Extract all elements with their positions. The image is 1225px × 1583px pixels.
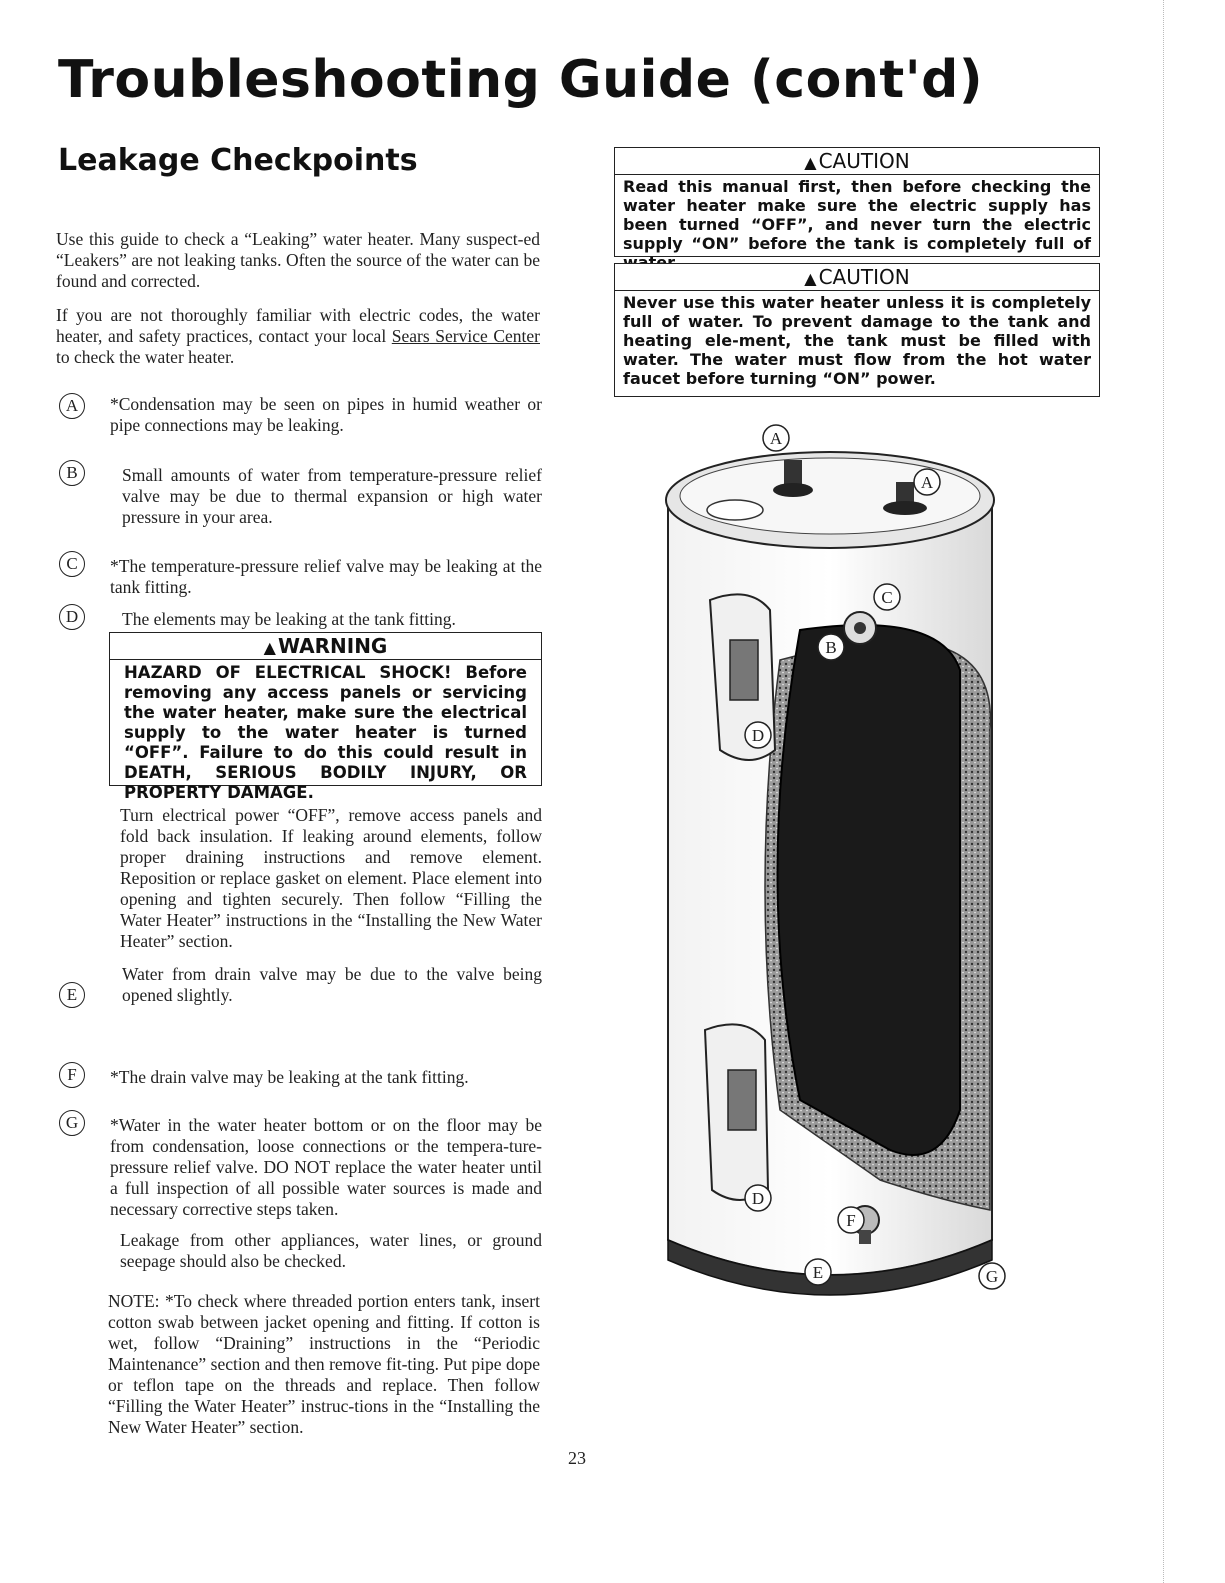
familiar-paragraph — [56, 305, 540, 368]
element-instructions: Turn electrical power “OFF”, remove access panels and fold back insulation. If leaking around elements, follow proper draining instructions and remove element. Reposition or replace gasket on element. Place element into opening and tighten securely. Then follow “Filling the Water Heater” instructions in the “Installing the New Water Heater” section. — [120, 805, 542, 951]
page-edge — [1163, 0, 1165, 1583]
checkpoint-g-text: *Water in the water heater bottom or on the floor may be from condensation, loose connections or the tempera-ture-pressure relief valve. DO NOT replace the water heater until a full inspection of all possible water sources is made and necessary corrective steps taken. — [110, 1115, 542, 1219]
marker-f: F — [59, 1062, 85, 1088]
label-a-top: A — [769, 429, 783, 448]
inner-tank — [778, 625, 961, 1155]
label-d-lower: D — [751, 1189, 765, 1208]
checkpoint-d-text: The elements may be leaking at the tank fitting. — [122, 609, 456, 629]
caution-1-title: CAUTION — [818, 149, 910, 173]
marker-b: B — [59, 460, 85, 486]
caution-1-triangle-icon: ▲ — [804, 153, 817, 172]
caution-1-header — [615, 148, 1099, 175]
caution-2-title: CAUTION — [818, 265, 910, 289]
note-paragraph: NOTE: *To check where threaded portion enters tank, insert cotton swab between jacket opening and fitting. If cotton is wet, follow “Draining” instructions in the “Periodic Maintenance” section and then remove fit-ting. Put pipe dope or teflon tape on the threads and replace. Then follow “Filling the Water Heater” instruc-tions in the “Installing the New Water Heater” section. — [108, 1291, 540, 1437]
label-g: G — [985, 1267, 999, 1286]
page-number: 23 — [568, 1448, 586, 1468]
label-d-upper: D — [751, 726, 765, 745]
warning-triangle-icon: ▲ — [263, 638, 276, 657]
intro-paragraph: Use this guide to check a “Leaking” water heater. Many suspect-ed “Leakers” are not leaking tanks. Often the source of the water can be found and corrected. — [56, 229, 540, 291]
label-c: C — [881, 588, 893, 607]
caution-2-header — [615, 264, 1099, 291]
caution-2-triangle-icon: ▲ — [804, 269, 817, 288]
caution-box-2 — [614, 263, 1100, 397]
checkpoint-f-text: *The drain valve may be leaking at the tank fitting. — [110, 1067, 469, 1087]
other-leakage-paragraph: Leakage from other appliances, water lines, or ground seepage should also be checked. — [120, 1230, 542, 1271]
marker-g: G — [59, 1110, 85, 1136]
upper-thermostat — [730, 640, 758, 700]
top-opening — [707, 500, 763, 520]
checkpoint-c-text: *The temperature-pressure relief valve may be leaking at the tank fitting. — [110, 556, 542, 597]
label-f: F — [846, 1211, 856, 1230]
caution-box-1 — [614, 147, 1100, 257]
caution-2-body: Never use this water heater unless it is completely full of water. To prevent damage to the tank and heating ele-ment, the tank must be filled with water. The water must flow from the hot water faucet before turning “ON” power. — [623, 293, 1091, 388]
warning-body: HAZARD OF ELECTRICAL SHOCK! Before removing any access panels or servicing the water heater, make sure the electrical supply to the water heater is turned “OFF”. Failure to do this could result in DEATH, SERIOUS BODILY INJURY, OR PROPERTY DAMAGE. — [124, 663, 527, 802]
label-e: E — [812, 1263, 824, 1282]
checkpoint-e-text: Water from drain valve may be due to the valve being opened slightly. — [122, 964, 542, 1005]
familiar-post: to check the water heater. — [56, 347, 235, 367]
label-a-right: A — [920, 473, 934, 492]
marker-a: A — [59, 393, 85, 419]
caution-1-body: Read this manual first, then before checking the water heater make sure the electric supply has been turned “OFF”, and never turn the electric supply “ON” before the tank is completely full of — [623, 177, 1091, 253]
marker-e: E — [59, 982, 85, 1008]
checkpoint-b-text: Small amounts of water from temperature-pressure relief valve may be due to thermal expansion or high water pressure in your area. — [122, 465, 542, 527]
marker-d: D — [59, 604, 85, 630]
warning-box — [109, 632, 542, 802]
section-title: Leakage Checkpoints — [58, 143, 418, 178]
marker-c: C — [59, 551, 85, 577]
label-b: B — [825, 638, 837, 657]
familiar-pre: If you are not thoroughly familiar with electric codes, the water heater, and safety practices, contact your local — [56, 305, 540, 346]
lower-thermostat — [728, 1070, 756, 1130]
warning-title: WARNING — [277, 634, 388, 658]
water-heater-diagram — [640, 410, 1040, 1310]
sears-service-link: Sears Service Center — [391, 326, 540, 346]
warning-header — [110, 633, 541, 660]
checkpoint-a-text: *Condensation may be seen on pipes in humid weather or pipe connections may be leaking. — [110, 394, 542, 435]
page-title: Troubleshooting Guide (cont'd) — [58, 50, 984, 110]
